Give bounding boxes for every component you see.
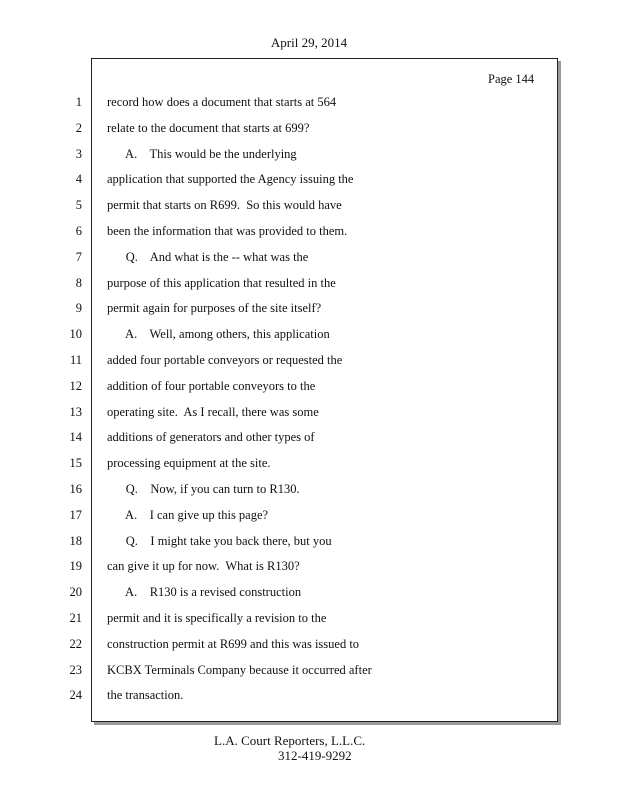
transcript-line bbox=[0, 402, 618, 428]
transcript-line bbox=[0, 453, 618, 479]
court-reporter-phone: 312-419-9292 bbox=[278, 748, 352, 763]
transcript-line bbox=[0, 531, 618, 557]
transcript-line bbox=[0, 556, 618, 582]
line-text: processing equipment at the site. bbox=[107, 456, 271, 471]
transcript-line bbox=[0, 118, 618, 144]
line-number: 3 bbox=[75, 146, 82, 161]
line-text: operating site. As I recall, there was some bbox=[107, 404, 319, 419]
line-number: 5 bbox=[75, 198, 82, 213]
line-number: 14 bbox=[69, 430, 82, 445]
transcript-line bbox=[0, 505, 618, 531]
line-number: 24 bbox=[69, 688, 82, 703]
line-number: 17 bbox=[69, 507, 82, 522]
line-number: 18 bbox=[69, 533, 82, 548]
line-number: 21 bbox=[69, 610, 82, 625]
line-text: permit that starts on R699. So this would have bbox=[107, 198, 342, 213]
line-text: Q. And what is the -- what was the bbox=[107, 249, 309, 264]
court-reporter-name: L.A. Court Reporters, L.L.C. bbox=[214, 733, 366, 748]
transcript-line bbox=[0, 350, 618, 376]
line-text: addition of four portable conveyors to the bbox=[107, 378, 316, 393]
line-text: application that supported the Agency issuing the bbox=[107, 172, 354, 187]
line-number: 16 bbox=[69, 481, 82, 496]
line-number: 12 bbox=[69, 378, 82, 393]
transcript-line bbox=[0, 608, 618, 634]
transcript-line bbox=[0, 634, 618, 660]
transcript-line bbox=[0, 273, 618, 299]
transcript-line bbox=[0, 427, 618, 453]
line-text: A. Well, among others, this application bbox=[107, 327, 330, 342]
line-text: Q. Now, if you can turn to R130. bbox=[107, 481, 300, 496]
line-text: permit again for purposes of the site itself? bbox=[107, 301, 322, 316]
transcript-date: April 29, 2014 bbox=[270, 35, 348, 50]
transcript-line bbox=[0, 324, 618, 350]
line-text: record how does a document that starts at 564 bbox=[107, 95, 337, 109]
line-text: A. I can give up this page? bbox=[107, 507, 269, 522]
line-text: purpose of this application that resulted in the bbox=[107, 275, 336, 290]
line-number: 13 bbox=[69, 404, 82, 419]
transcript-line bbox=[0, 298, 618, 324]
page-number: Page 144 bbox=[488, 72, 535, 86]
line-number: 19 bbox=[69, 559, 82, 574]
line-number: 7 bbox=[75, 249, 82, 264]
line-number: 9 bbox=[75, 301, 82, 316]
line-text: Q. I might take you back there, but you bbox=[107, 533, 332, 548]
transcript-line bbox=[0, 479, 618, 505]
transcript-line bbox=[0, 685, 618, 711]
transcript-line bbox=[0, 195, 618, 221]
transcript-line bbox=[0, 247, 618, 273]
transcript-line bbox=[0, 144, 618, 170]
line-number: 2 bbox=[75, 120, 82, 135]
line-text: additions of generators and other types of bbox=[107, 430, 315, 445]
transcript-line bbox=[0, 92, 618, 118]
line-number: 15 bbox=[69, 456, 82, 471]
line-number: 6 bbox=[75, 223, 82, 238]
line-number: 10 bbox=[69, 327, 82, 342]
line-number: 8 bbox=[75, 275, 82, 290]
line-text: A. This would be the underlying bbox=[107, 146, 297, 161]
line-text: construction permit at R699 and this was issued to bbox=[107, 636, 360, 651]
transcript-line bbox=[0, 376, 618, 402]
line-number: 23 bbox=[69, 662, 82, 677]
line-text: added four portable conveyors or requested the bbox=[107, 352, 343, 367]
line-number: 20 bbox=[69, 585, 82, 600]
transcript-lines bbox=[0, 92, 618, 711]
transcript-line bbox=[0, 169, 618, 195]
line-text: been the information that was provided to them. bbox=[107, 223, 348, 238]
transcript-line bbox=[0, 582, 618, 608]
line-number: 22 bbox=[69, 636, 82, 651]
line-text: relate to the document that starts at 699? bbox=[107, 120, 310, 135]
transcript-line bbox=[0, 660, 618, 686]
line-text: can give it up for now. What is R130? bbox=[107, 559, 300, 574]
line-text: permit and it is specifically a revision to the bbox=[107, 610, 327, 625]
line-text: A. R130 is a revised construction bbox=[107, 585, 302, 600]
line-number: 4 bbox=[75, 172, 82, 187]
line-number: 11 bbox=[69, 352, 82, 367]
line-number: 1 bbox=[75, 95, 82, 109]
transcript-line bbox=[0, 221, 618, 247]
line-text: KCBX Terminals Company because it occurred after bbox=[107, 662, 372, 677]
line-text: the transaction. bbox=[107, 688, 184, 703]
